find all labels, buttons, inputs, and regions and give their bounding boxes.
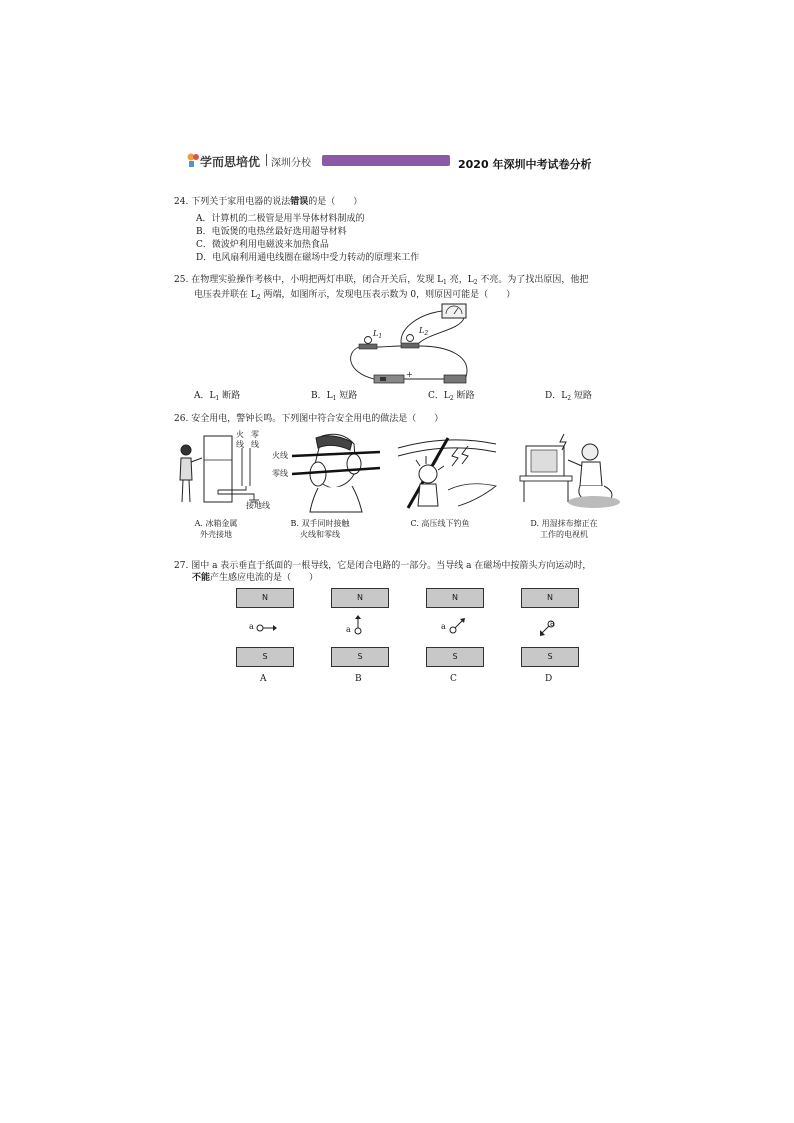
q24-option-d: D．电风扇利用通电线圈在磁场中受力转动的原理来工作 <box>196 253 420 263</box>
question-24 <box>174 196 362 208</box>
figure-c-fishing <box>398 430 498 512</box>
q25-option-a: A．$L_1$ 断路 <box>194 391 241 402</box>
q26-option-d: D. 用湿抹布擦正在 工作的电视机 <box>530 519 598 539</box>
q26-option-c: C. 高压线下钓鱼 <box>410 519 470 528</box>
person-icon <box>180 445 202 502</box>
question-25-line2: 电压表并联在 $L_2$ 两端，如图所示，发现电压表示数为 0，则原因可能是（ ） <box>194 290 516 301</box>
page-title: 2020 年深圳中考试卷分析 <box>458 158 592 171</box>
question-number: 24. <box>174 197 189 207</box>
arrow-up-right-icon <box>448 616 468 636</box>
wire-label-b: a <box>346 625 351 634</box>
bulb-l1 <box>365 337 372 344</box>
arrow-up-icon <box>353 614 365 636</box>
circuit-diagram <box>340 302 480 388</box>
logo-divider <box>266 154 267 166</box>
figure-d-tv <box>520 430 620 512</box>
battery <box>374 375 404 383</box>
label-l2: $L_2$ <box>419 326 429 337</box>
bulb-l2 <box>407 335 414 342</box>
magnet-s-b: S <box>331 647 389 667</box>
q27-option-c: C <box>450 674 457 684</box>
figure-b-wires <box>272 430 382 512</box>
q25-option-c: C．$L_2$ 断路 <box>428 391 475 402</box>
question-26 <box>174 413 443 425</box>
person-icon <box>416 456 444 506</box>
label-l1: $L_1$ <box>373 329 383 340</box>
label-zero-wire-vertical: 零 线 <box>251 430 259 449</box>
magnet-s-a: S <box>236 647 294 667</box>
label-ground-wire: 接地线 <box>246 501 270 510</box>
wire-label-a: a <box>249 622 254 631</box>
q27-option-b: B <box>355 674 362 684</box>
question-number: 27. <box>174 561 189 571</box>
q26-option-a: A. 冰箱金属 外壳接地 <box>194 519 238 539</box>
figure-a-fridge <box>174 430 274 512</box>
q24-option-a: A．计算机的二极管是用半导体材料制成的 <box>196 214 365 224</box>
label-zero-wire: 零线 <box>272 469 288 478</box>
magnet-n-b: N <box>331 588 389 608</box>
q24-option-c: C．微波炉利用电磁波来加热食品 <box>196 240 329 250</box>
q25-option-b: B．$L_1$ 短路 <box>311 391 358 402</box>
label-fire-wire: 火线 <box>272 451 288 460</box>
header-accent-bar <box>322 155 450 166</box>
magnet-s-c: S <box>426 647 484 667</box>
q26-option-b: B. 双手同时接触 火线和零线 <box>290 519 350 539</box>
question-25: 25. 在物理实验操作考核中，小明把两灯串联，闭合开关后，发现 $L_1$ 亮，$L_2$ 不亮。为了找出原因，他把 <box>174 275 589 286</box>
q27-option-d: D <box>545 674 553 684</box>
q24-option-b: B．电饭煲的电热丝最好选用超导材料 <box>196 227 347 237</box>
magnet-n-c: N <box>426 588 484 608</box>
branch-name: 深圳分校 <box>271 158 311 169</box>
question-27-line2: 不能产生感应电流的是（ ） <box>192 573 319 583</box>
q25-option-d: D．$L_2$ 短路 <box>545 391 592 402</box>
question-number: 25. <box>174 275 189 285</box>
q27-option-a: A <box>260 674 267 684</box>
switch <box>444 375 466 383</box>
question-27 <box>174 560 591 572</box>
person-icon <box>568 444 612 500</box>
magnet-n-d: N <box>521 588 579 608</box>
magnet-s-d: S <box>521 647 579 667</box>
logo-text: 学而思培优 <box>200 155 261 169</box>
wire-label-d: a <box>550 619 555 628</box>
question-stem: 图中 a 表示垂直于纸面的一根导线，它是闭合电路的一部分。当导线 a 在磁场中按箭头方向运动时， <box>191 561 592 571</box>
question-number: 26. <box>174 414 189 424</box>
logo-icon <box>186 152 200 168</box>
question-stem: 下列关于家用电器的说法错误的是（ ） <box>191 197 363 207</box>
label-fire-wire-vertical: 火 线 <box>236 430 244 449</box>
magnet-n-a: N <box>236 588 294 608</box>
question-stem: 安全用电，警钟长鸣。下列图中符合安全用电的做法是（ ） <box>191 414 444 424</box>
arrow-right-icon <box>256 622 280 634</box>
wire-label-c: a <box>441 622 446 631</box>
label-plus: + <box>406 370 413 379</box>
arrow-down-left-icon <box>538 619 558 639</box>
